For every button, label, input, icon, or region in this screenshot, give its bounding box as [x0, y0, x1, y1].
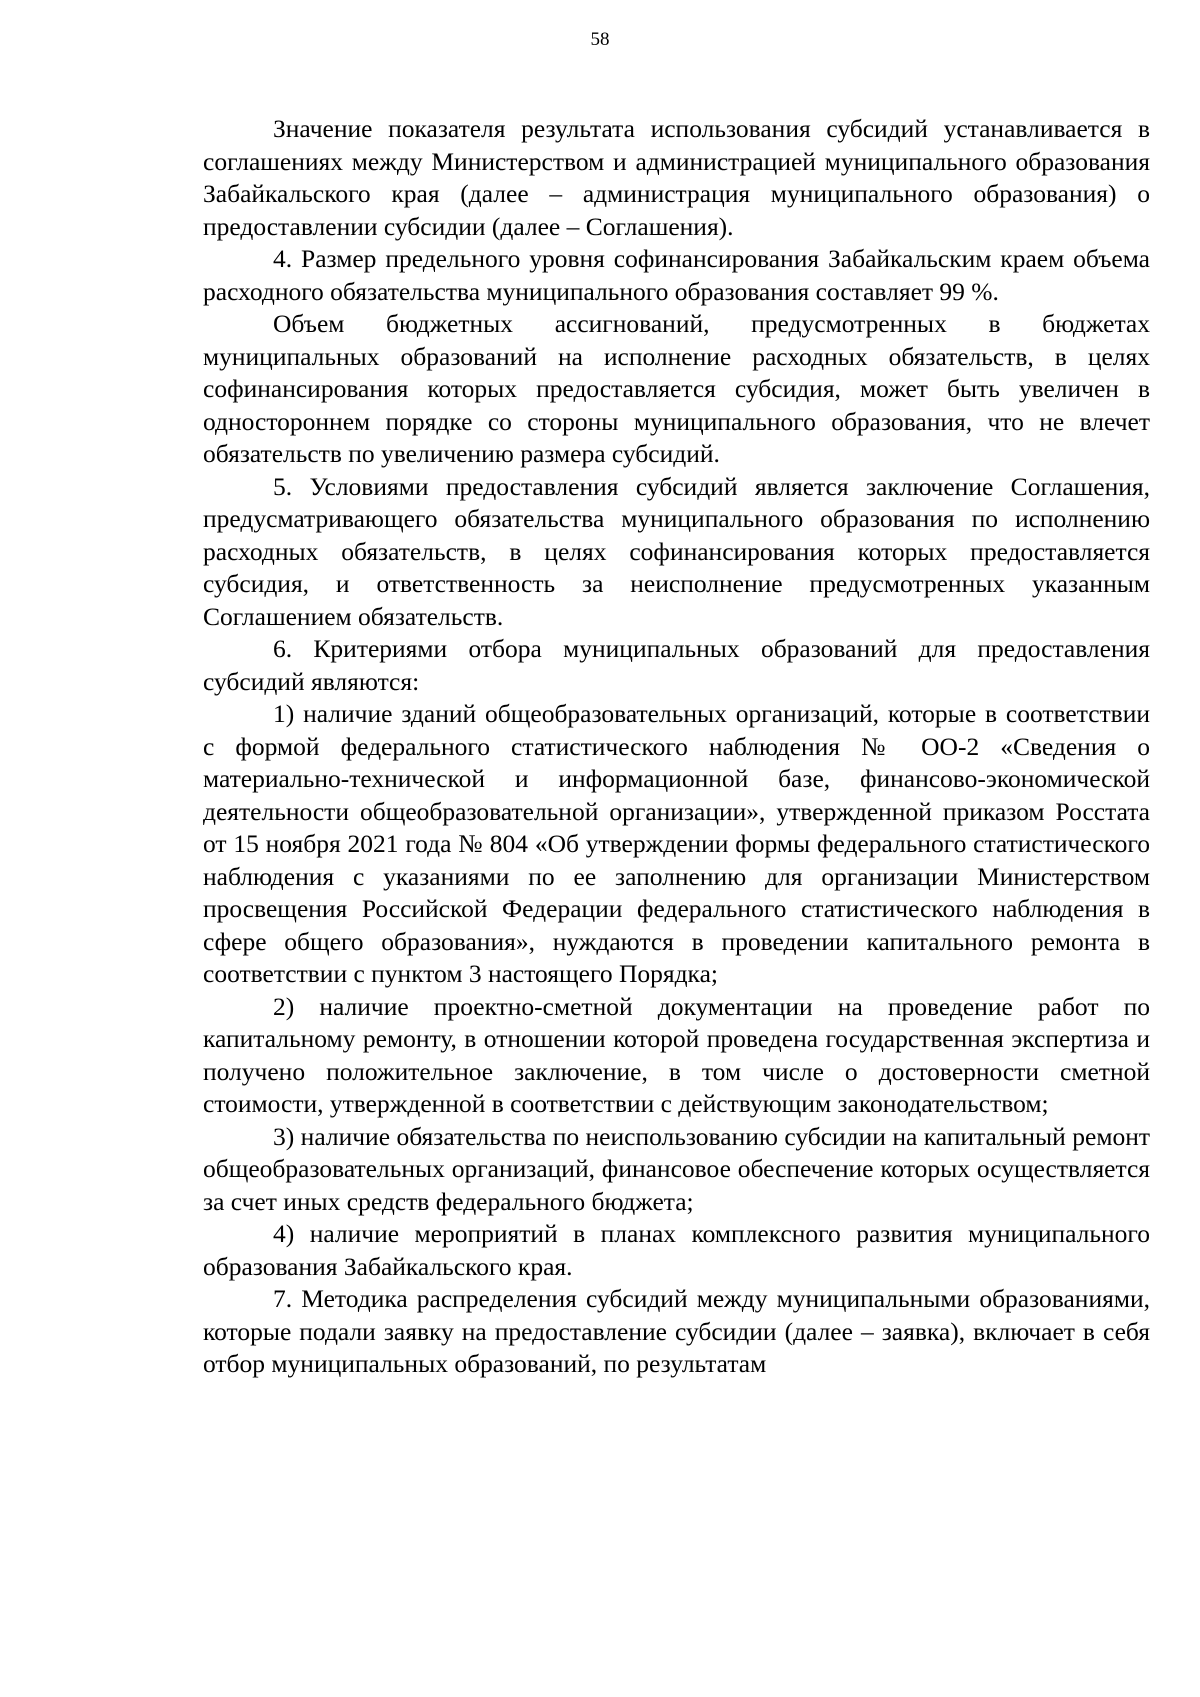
paragraph-subsidy-conditions: 5. Условиями предоставления субсидий является заключение Соглашения, предусматривающего обязательства муниципального образования по исполнению расходных обязательств, в целях софинансирования которых предоставляется субсидия, и ответственность за неисполнение предусмотренных указанным Соглашением обязательств. [203, 471, 1150, 631]
paragraph-budget-allocations: Объем бюджетных ассигнований, предусмотренных в бюджетах муниципальных образований на исполнение расходных обязательств, в целях софинансирования которых предоставляется субсидия, может быть увеличен в одностороннем порядке со стороны муниципального образования, что не влечет обязательств по увеличению размера субсидий. [203, 309, 1150, 468]
list-item-criterion-1: 1) наличие зданий общеобразовательных организаций, которые в соответствии с формой федерального статистического наблюдения № ОО-2 «Сведения о материально-технической и информационной базе, финансово-экономической деятельности общеобразовательной организации», утвержденной приказом Росстата от 15 ноября 2021 года № 804 «Об утверждении формы федерального статистического наблюдения с указаниями по ее заполнению для организации Министерством просвещения Российской Федерации федерального статистического наблюдения в сфере общего образования», нуждаются в проведении капитального ремонта в соответствии с пунктом 3 настоящего Порядка; [203, 699, 1150, 988]
list-item-criterion-2: 2) наличие проектно-сметной документации на проведение работ по капитальному ремонту, в отношении которой проведена государственная экспертиза и получено положительное заключение, в том числе о достоверности сметной стоимости, утвержденной в соответствии с действующим законодательством; [203, 991, 1150, 1118]
paragraph-selection-criteria: 6. Критериями отбора муниципальных образований для предоставления субсидий являются: [203, 634, 1150, 696]
paragraph-indicator-value: Значение показателя результата использования субсидий устанавливается в соглашениях между Министерством и администрацией муниципального образования Забайкальского края (далее – администрация муниципального образования) о предоставлении субсидии (далее – Соглашения). [203, 114, 1150, 241]
list-item-criterion-4: 4) наличие мероприятий в планах комплексного развития муниципального образования Забайкальского края. [203, 1219, 1150, 1281]
paragraph-cofinancing-level: 4. Размер предельного уровня софинансирования Забайкальским краем объема расходного обязательства муниципального образования составляет 99 %. [203, 244, 1150, 306]
paragraph-distribution-method: 7. Методика распределения субсидий между муниципальными образованиями, которые подали заявку на предоставление субсидии (далее – заявка), включает в себя отбор муниципальных образований, по результатам [203, 1284, 1150, 1378]
document-body [203, 113, 1150, 1381]
page-number: 58 [590, 29, 610, 50]
list-item-criterion-3: 3) наличие обязательства по неиспользованию субсидии на капитальный ремонт общеобразовательных организаций, финансовое обеспечение которых осуществляется за счет иных средств федерального бюджета; [203, 1121, 1150, 1216]
